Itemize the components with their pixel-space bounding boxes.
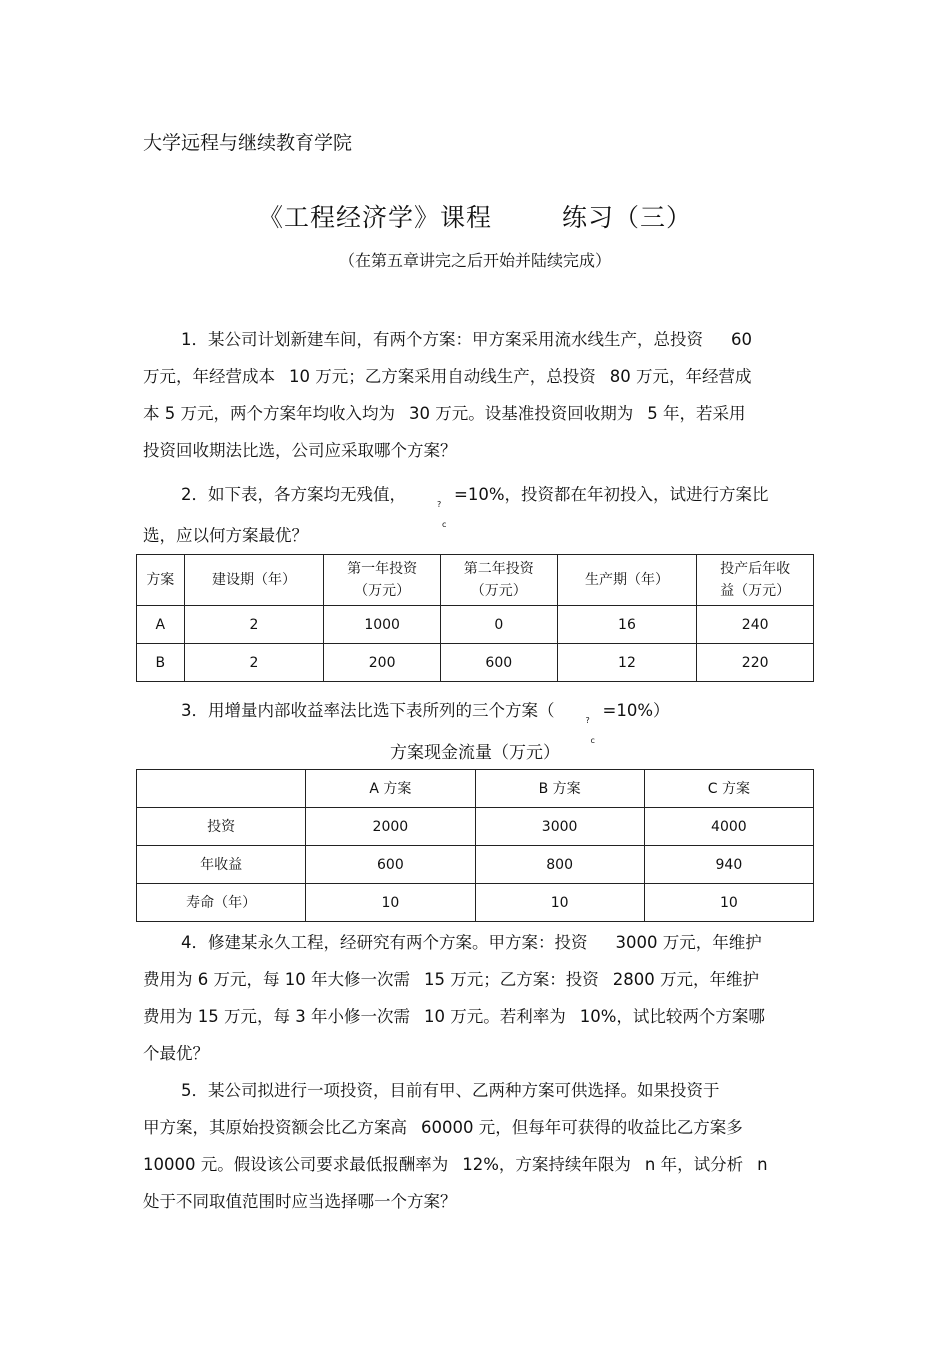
table-header-row: A 方案 B 方案 C 方案 (137, 770, 814, 808)
q5-line3d: n (757, 1155, 768, 1174)
q5-line3b: 12%，方案持续年限为 (462, 1155, 631, 1174)
table-cashflow (136, 769, 814, 922)
q1-line3b: 30 万元。设基准投资回收期为 (409, 404, 634, 423)
table-caption: 方案现金流量（万元） (390, 743, 560, 763)
q5-line1: 5．某公司拟进行一项投资，目前有甲、乙两种方案可供选择。如果投资于 (181, 1081, 720, 1100)
header-cell: 方案 (137, 555, 185, 606)
q4-line3a: 费用为 15 万元，每 3 年小修一次需 (143, 1007, 410, 1026)
q4-line2a: 费用为 6 万元，每 10 年大修一次需 (143, 970, 410, 989)
table-row: A 2 1000 0 16 240 (137, 606, 814, 644)
title-course: 《工程经济学》课程 (257, 203, 492, 232)
header-cell: 建设期（年） (184, 555, 324, 606)
q1-line2b: 10 万元；乙方案采用自动线生产，总投资 (289, 367, 596, 386)
q1-line4: 投资回收期法比选，公司应采取哪个方案？ (143, 441, 457, 460)
q4-line1a: 4．修建某永久工程，经研究有两个方案。甲方案：投资 (181, 933, 588, 952)
school-name: 大学远程与继续教育学院 (143, 132, 353, 154)
q1-line1: 1．某公司计划新建车间，有两个方案：甲方案采用流水线生产，总投资 (181, 330, 703, 349)
header-cell: 投产后年收 益（万元） (697, 555, 814, 606)
q4-line2c: 2800 万元，年维护 (612, 970, 759, 989)
table-projects (136, 554, 814, 682)
header-cell: 第一年投资 （万元） (324, 555, 441, 606)
q1-line2a: 万元，年经营成本 (143, 367, 275, 386)
q5-line3c: n 年，试分析 (644, 1155, 744, 1174)
question-2: 2．如下表，各方案均无残值， ? c =10%，投资都在年初投入，试进行方案比 选，应以何方案最优？ (143, 476, 808, 554)
q4-line3b: 10 万元。若利率为 (423, 1007, 566, 1026)
q1-line2c: 80 万元，年经营成 (609, 367, 752, 386)
question-4 (143, 924, 808, 1072)
q3-line1b: =10%） (602, 701, 670, 720)
q4-line4: 个最优？ (143, 1044, 209, 1063)
header-cell: 第二年投资 （万元） (440, 555, 557, 606)
q5-line2b: 60000 元，但每年可获得的收益比乙方案多 (421, 1118, 743, 1137)
header-cell: 生产期（年） (557, 555, 697, 606)
q2-line2: 选，应以何方案最优？ (143, 526, 308, 545)
table-header-row (137, 555, 814, 606)
question-3: 3．用增量内部收益率法比选下表所列的三个方案（ ? c =10%） (181, 701, 670, 745)
q2-line1a: 2．如下表，各方案均无残值， (181, 485, 406, 504)
title-exercise: 练习（三） (562, 203, 693, 232)
question-5 (143, 1072, 808, 1220)
q1-line1-value: 60 (731, 330, 752, 349)
q2-line1b: =10%，投资都在年初投入，试进行方案比 (454, 485, 769, 504)
q4-line2b: 15 万元；乙方案：投资 (423, 970, 599, 989)
q3-line1a: 3．用增量内部收益率法比选下表所列的三个方案（ (181, 701, 555, 720)
page-subtitle: （在第五章讲完之后开始并陆续完成） (338, 251, 611, 270)
table-row: B 2 200 600 12 220 (137, 644, 814, 682)
q1-line3a: 本 5 万元，两个方案年均收入均为 (143, 404, 395, 423)
q5-line3a: 10000 元。假设该公司要求最低报酬率为 (143, 1155, 449, 1174)
question-1 (143, 321, 808, 469)
q4-line1b: 3000 万元，年维护 (615, 933, 762, 952)
table-row: 投资 2000 3000 4000 (137, 808, 814, 846)
q5-line4: 处于不同取值范围时应当选择哪一个方案？ (143, 1192, 457, 1211)
q1-line3c: 5 年，若采用 (647, 404, 746, 423)
page-title (0, 198, 950, 234)
table-row: 寿命（年） 10 10 10 (137, 884, 814, 922)
q4-line3c: 10%，试比较两个方案哪 (579, 1007, 765, 1026)
q5-line2a: 甲方案，其原始投资额会比乙方案高 (143, 1118, 407, 1137)
table-row: 年收益 600 800 940 (137, 846, 814, 884)
